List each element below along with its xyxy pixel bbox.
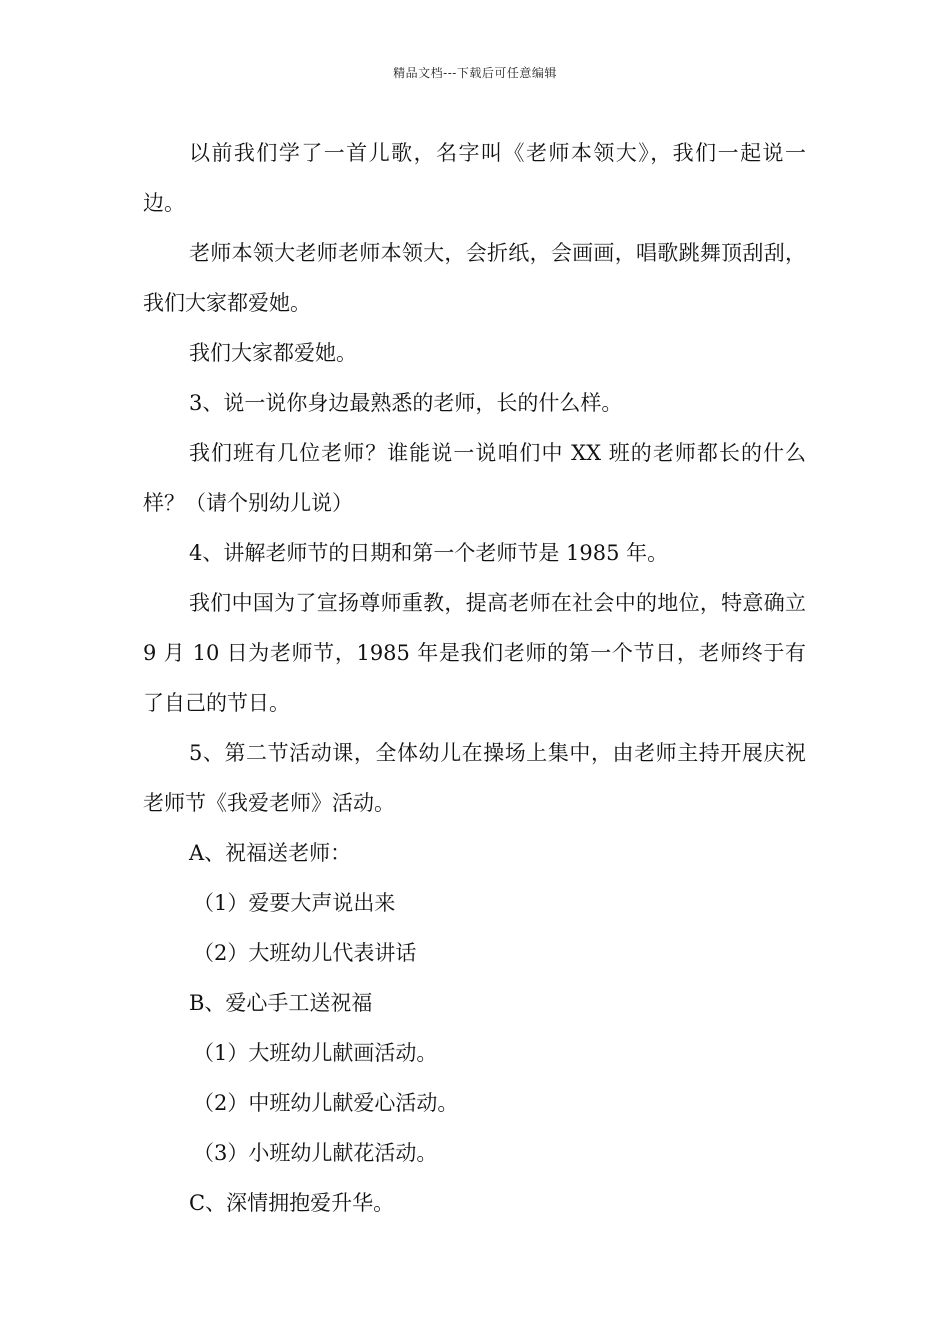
list-item-a1: （1）爱要大声说出来 [193,891,396,915]
paragraph-song-lyrics: 老师本领大老师老师本领大，会折纸，会画画，唱歌跳舞顶刮刮，我们大家都爱她。 [143,241,806,315]
document-body [143,128,806,1228]
list-item-b1: （1）大班幼儿献画活动。 [193,1041,438,1065]
list-item-a2: （2）大班幼儿代表讲话 [193,941,417,965]
section-a-heading: A、祝福送老师： [189,841,352,865]
section-c-heading: C、深情拥抱爱升华。 [189,1191,395,1215]
paragraph-teachers-day-history: 我们中国为了宣扬尊师重教，提高老师在社会中的地位，特意确立 9 月 10 日为老师节，1985 年是我们老师的第一个节日，老师终于有了自己的节日。 [143,591,806,715]
paragraph-step-5: 5、第二节活动课，全体幼儿在操场上集中，由老师主持开展庆祝老师节《我爱老师》活动。 [143,741,806,815]
list-item-b3: （3）小班幼儿献花活动。 [193,1141,438,1165]
paragraph-step-3: 3、说一说你身边最熟悉的老师，长的什么样。 [189,391,623,415]
section-b-heading: B、爱心手工送祝福 [189,991,373,1015]
paragraph-song-ending: 我们大家都爱她。 [189,341,357,365]
list-item-b2: （2）中班幼儿献爱心活动。 [193,1091,459,1115]
page-header: 精品文档---下载后可任意编辑 [393,66,557,80]
paragraph-step-4: 4、讲解老师节的日期和第一个老师节是 1985 年。 [189,541,669,565]
paragraph-class-teachers: 我们班有几位老师？谁能说一说咱们中 XX 班的老师都长的什么样？（请个别幼儿说） [143,441,806,515]
paragraph-intro-song: 以前我们学了一首儿歌，名字叫《老师本领大》，我们一起说一边。 [143,141,806,215]
